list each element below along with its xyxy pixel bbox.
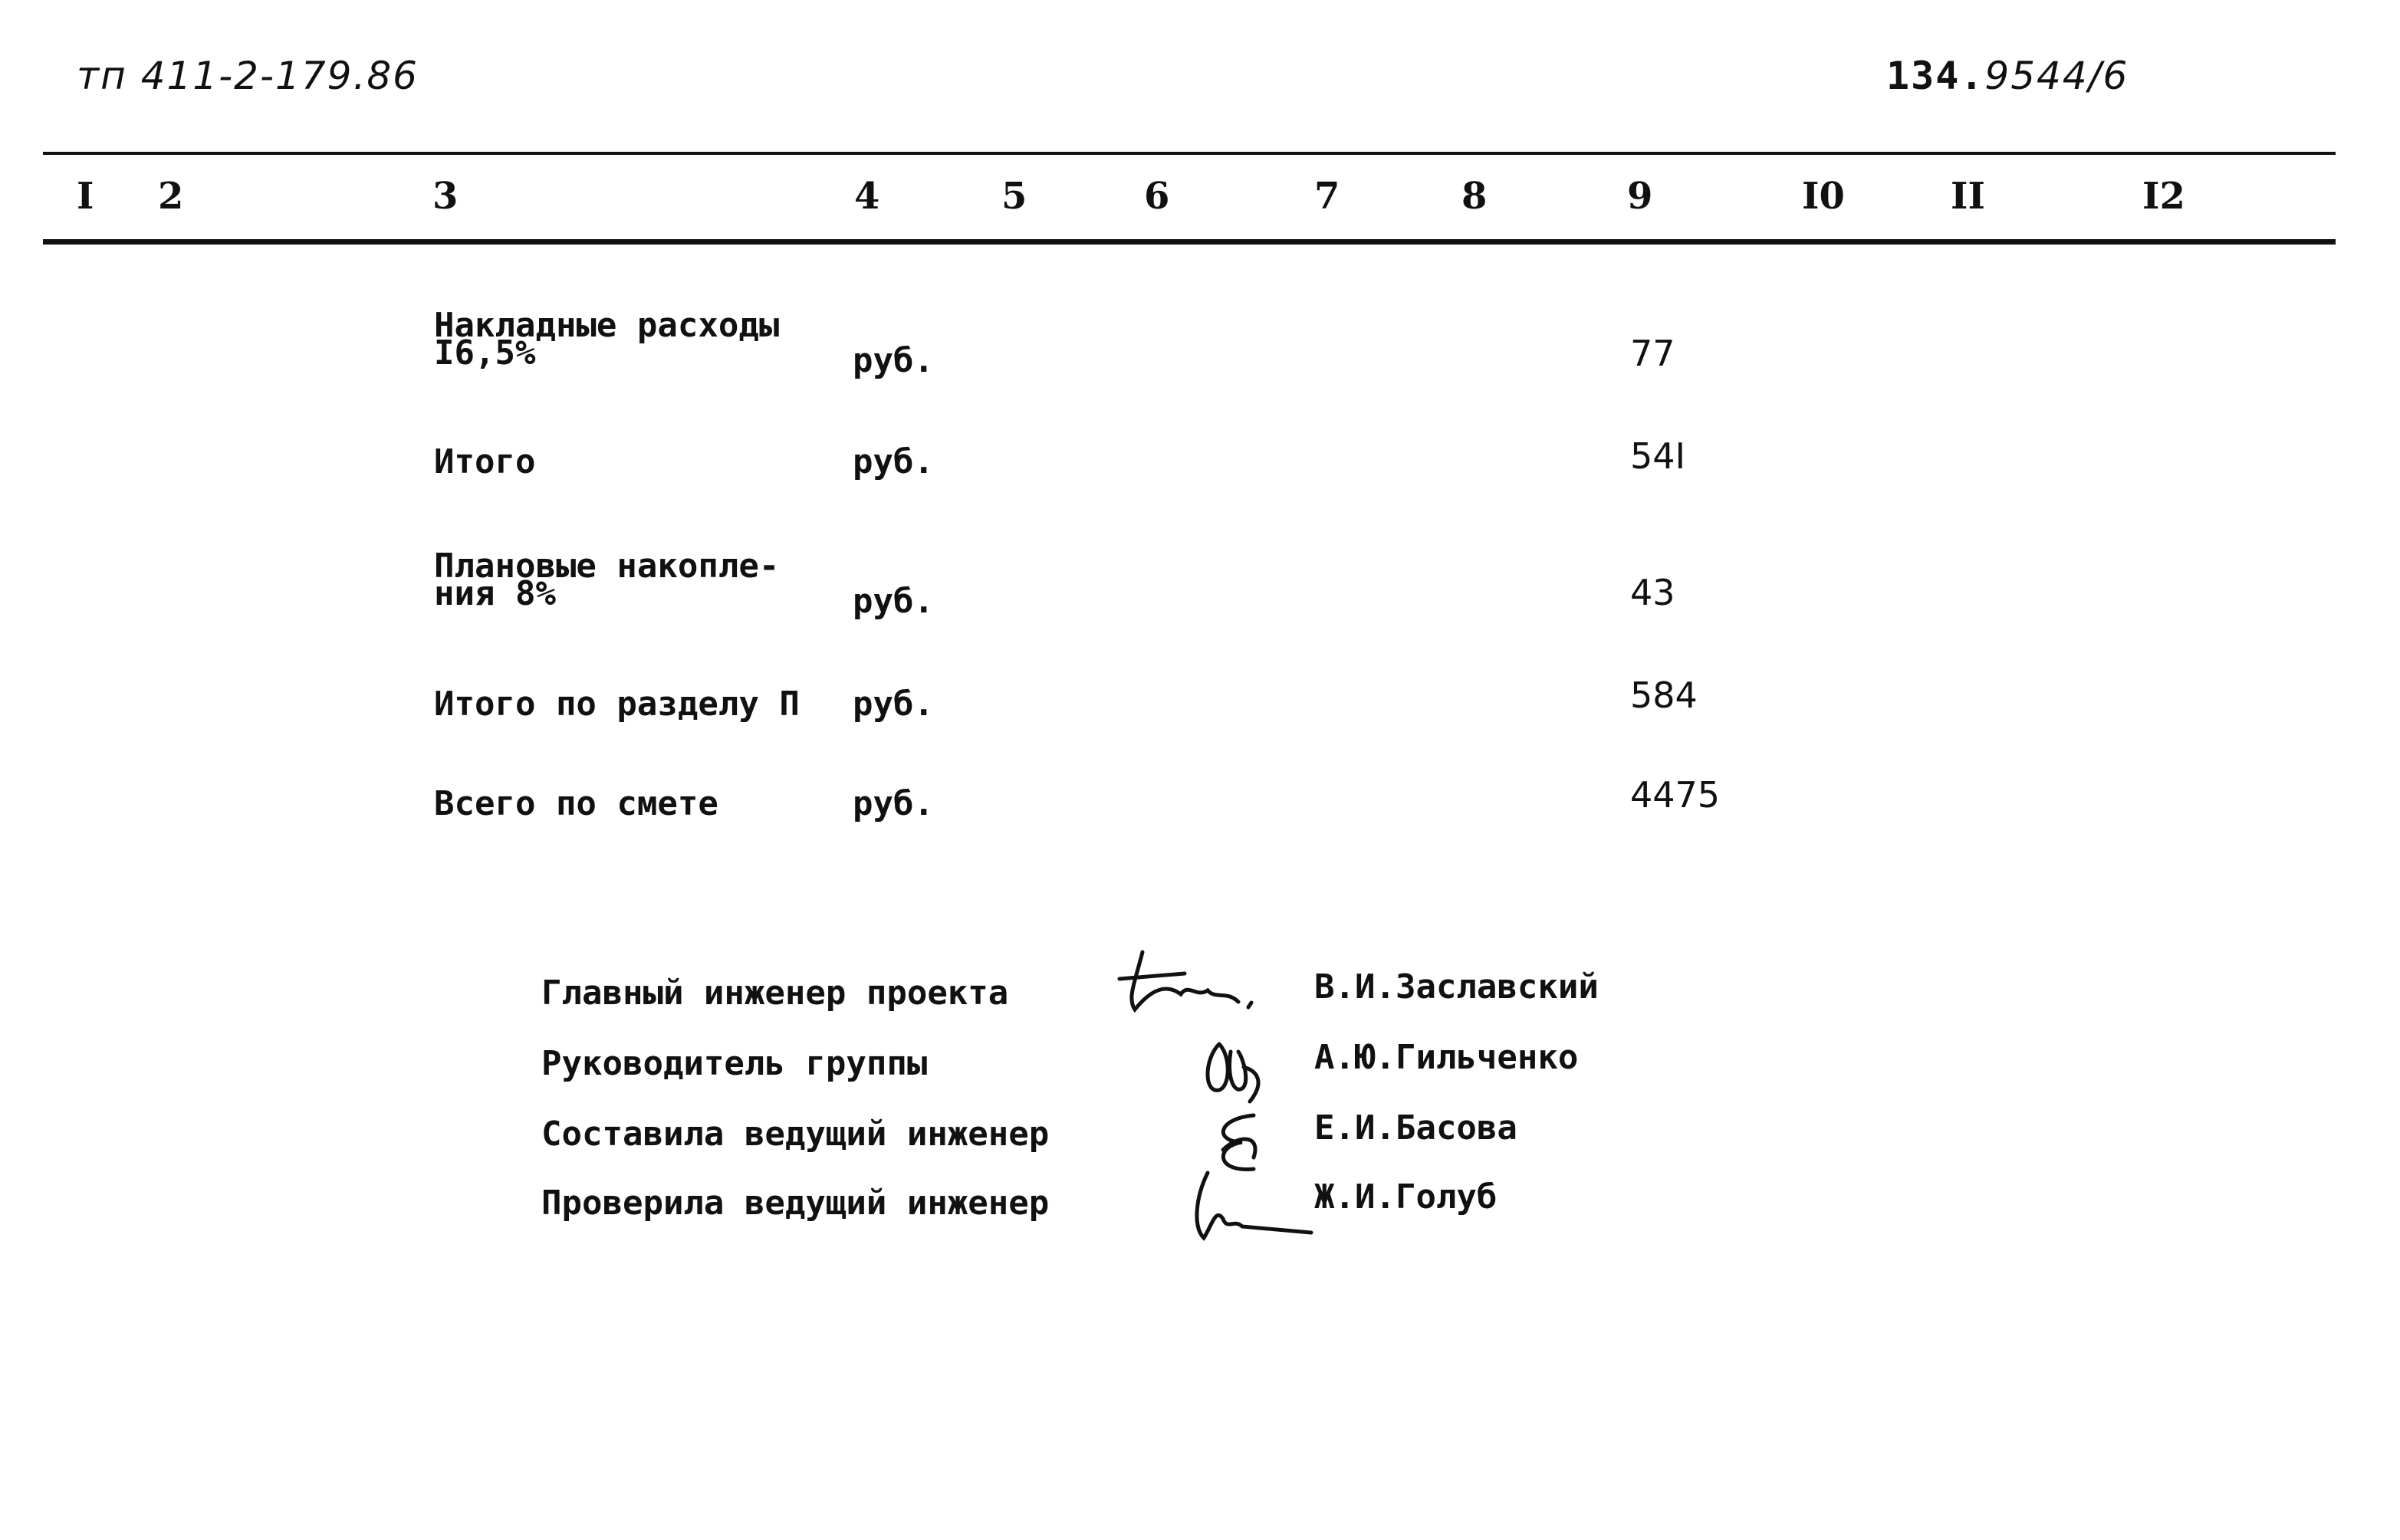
column-number-7: 7	[1314, 175, 1340, 218]
column-number-12: I2	[2142, 175, 2185, 218]
table-row-value: 54I	[1630, 435, 1686, 477]
table-row-value: 584	[1630, 675, 1698, 716]
table-row-unit: руб.	[853, 442, 934, 481]
table-row-value: 77	[1630, 333, 1675, 374]
signature-role: Руководитель группы	[541, 1044, 928, 1083]
column-number-2: 2	[158, 175, 184, 218]
sheet-code-handwritten: 9544/6	[1984, 54, 2129, 98]
signature-name: Е.И.Басова	[1314, 1108, 1517, 1148]
sheet-code-printed: 134.	[1886, 54, 1985, 98]
table-row-description	[434, 308, 779, 371]
handwritten-signature-4	[1181, 1165, 1319, 1249]
table-row-description: Итого	[434, 442, 536, 481]
table-row-unit: руб.	[853, 784, 934, 823]
table-row-description	[434, 549, 779, 612]
table-header-top-rule	[43, 152, 2336, 155]
signature-name: В.И.Заславский	[1314, 967, 1599, 1006]
column-number-10: I0	[1802, 175, 1845, 218]
table-row-value: 43	[1630, 572, 1675, 613]
handwritten-signature-2	[1196, 1029, 1288, 1113]
description-line: Плановые накопле-	[434, 547, 780, 586]
project-code-label: тп 411-2-179.86	[77, 54, 419, 98]
signature-role: Составила ведущий инженер	[541, 1115, 1050, 1154]
signature-name: А.Ю.Гильченко	[1314, 1038, 1579, 1077]
table-row-description: Итого по разделу П	[434, 685, 800, 724]
sheet-code-label	[1886, 54, 2129, 98]
column-number-9: 9	[1627, 175, 1653, 218]
table-header-bottom-rule	[43, 239, 2336, 245]
table-row-unit: руб.	[853, 685, 934, 724]
column-number-5: 5	[1001, 175, 1027, 218]
table-row-unit: руб.	[853, 341, 934, 380]
column-number-6: 6	[1144, 175, 1170, 218]
column-number-3: 3	[432, 175, 459, 218]
description-line: I6,5%	[434, 333, 536, 373]
description-line: ния 8%	[434, 574, 556, 613]
column-number-8: 8	[1461, 175, 1488, 218]
handwritten-signature-1	[1112, 937, 1296, 1029]
column-number-1: I	[77, 175, 94, 218]
column-number-4: 4	[854, 175, 880, 218]
table-row-value: 4475	[1630, 774, 1721, 816]
signature-role: Главный инженер проекта	[541, 974, 1009, 1013]
column-number-11: II	[1951, 175, 1985, 218]
signature-role: Проверила ведущий инженер	[541, 1184, 1050, 1223]
description-line: Накладные расходы	[434, 306, 780, 345]
table-row-unit: руб.	[853, 582, 934, 621]
signature-name: Ж.И.Голуб	[1314, 1177, 1498, 1217]
table-row-description: Всего по смете	[434, 784, 718, 823]
